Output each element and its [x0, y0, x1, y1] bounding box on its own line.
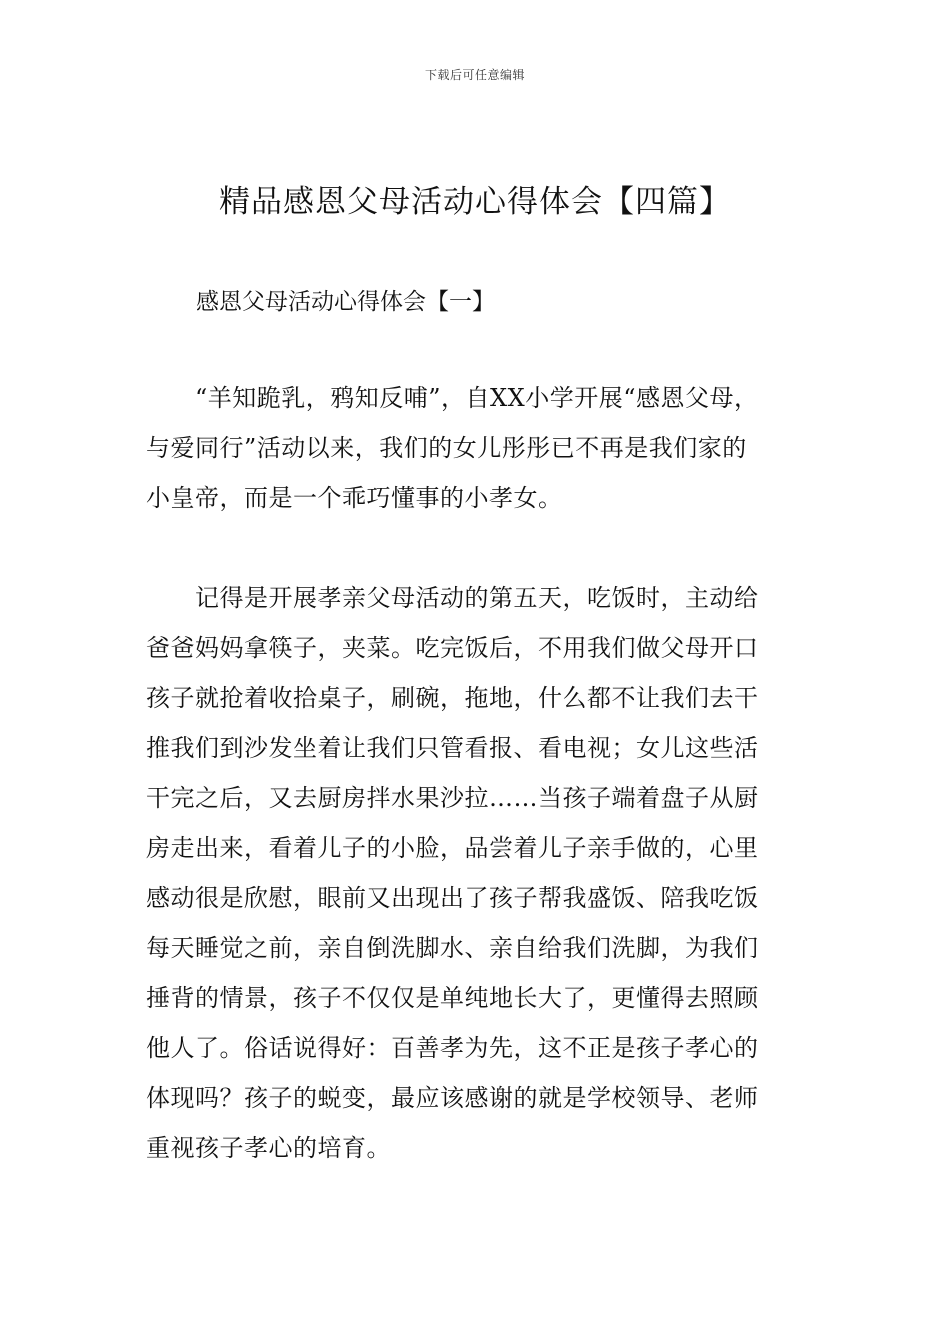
paragraph-line: 孩子就抢着收拾桌子，刷碗，拖地，什么都不让我们去干 — [146, 684, 759, 712]
header-note: 下载后可任意编辑 — [424, 68, 525, 82]
paragraph-line: 记得是开展孝亲父母活动的第五天，吃饭时，主动给 — [146, 584, 759, 612]
document-title: 精品感恩父母活动心得体会【四篇】 — [219, 184, 731, 220]
paragraph-line: 感动很是欣慰，眼前又出现出了孩子帮我盛饭、陪我吃饭 — [146, 884, 759, 912]
paragraph-line: 推我们到沙发坐着让我们只管看报、看电视；女儿这些活 — [146, 734, 759, 762]
paragraph-2 — [146, 573, 816, 1173]
paragraph-line: 与爱同行”活动以来，我们的女儿彤彤已不再是我们家的 — [146, 434, 747, 462]
paragraph-1 — [146, 373, 816, 523]
paragraph-line: 体现吗？孩子的蜕变，最应该感谢的就是学校领导、老师 — [146, 1084, 759, 1112]
paragraph-line: 他人了。俗话说得好：百善孝为先，这不正是孩子孝心的 — [146, 1034, 759, 1062]
paragraph-line: “羊知跪乳，鸦知反哺”，自XX小学开展“感恩父母， — [146, 384, 759, 412]
paragraph-line: 捶背的情景，孩子不仅仅是单纯地长大了，更懂得去照顾 — [146, 984, 759, 1012]
paragraph-line: 重视孩子孝心的培育。 — [146, 1134, 391, 1162]
paragraph-line: 干完之后，又去厨房拌水果沙拉……当孩子端着盘子从厨 — [146, 784, 759, 812]
paragraph-line: 爸爸妈妈拿筷子，夹菜。吃完饭后，不用我们做父母开口 — [146, 634, 759, 662]
paragraph-line: 房走出来，看着儿子的小脸，品尝着儿子亲手做的，心里 — [146, 834, 759, 862]
paragraph-line: 小皇帝，而是一个乖巧懂事的小孝女。 — [146, 484, 563, 512]
paragraph-line: 每天睡觉之前，亲自倒洗脚水、亲自给我们洗脚，为我们 — [146, 934, 759, 962]
section-title: 感恩父母活动心得体会【一】 — [196, 289, 495, 315]
